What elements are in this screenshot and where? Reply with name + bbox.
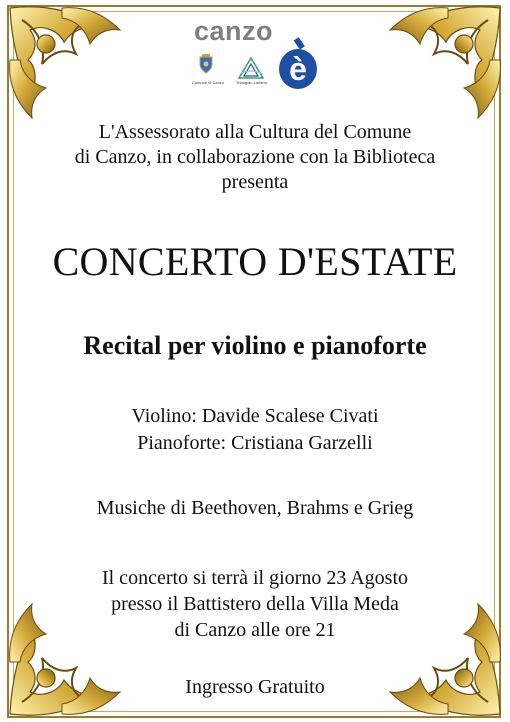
program-text: Musiche di Beethoven, Brahms e Grieg — [96, 497, 414, 519]
violinist: Violino: Davide Scalese Civati — [131, 405, 379, 427]
logo-e-grave-icon — [276, 36, 320, 90]
intro-line-2: di Canzo, in collaborazione con la Biblioteca — [74, 146, 436, 168]
triangolo-lariano-icon — [236, 56, 266, 80]
corner-ornament-top-right — [378, 0, 508, 130]
intro-line-1: L'Assessorato alla Cultura del Comune — [98, 121, 412, 143]
intro-line-3: presenta — [221, 171, 289, 193]
logo-wordmark: canzo — [194, 16, 274, 46]
svg-text:è: è — [289, 51, 307, 87]
event-title: CONCERTO D'ESTATE — [52, 239, 458, 284]
event-details — [0, 565, 510, 643]
intro-text — [0, 120, 510, 195]
municipal-crest-icon — [198, 54, 214, 74]
event-subtitle: Recital per violino e pianoforte — [83, 331, 427, 360]
canzo-logo — [186, 16, 326, 96]
details-line-1: Il concerto si terrà il giorno 23 Agosto — [101, 567, 409, 589]
corner-ornament-top-left — [2, 0, 132, 130]
details-line-3: di Canzo alle ore 21 — [174, 619, 336, 641]
free-entry: Ingresso Gratuito — [185, 676, 325, 698]
pianist: Pianoforte: Cristiana Garzelli — [137, 432, 373, 454]
performers — [0, 403, 510, 457]
crest-caption: Comune di Canzo — [192, 80, 225, 85]
tree-caption: Triangolo Lariano — [236, 80, 267, 85]
details-line-2: presso il Battistero della Villa Meda — [111, 593, 399, 615]
